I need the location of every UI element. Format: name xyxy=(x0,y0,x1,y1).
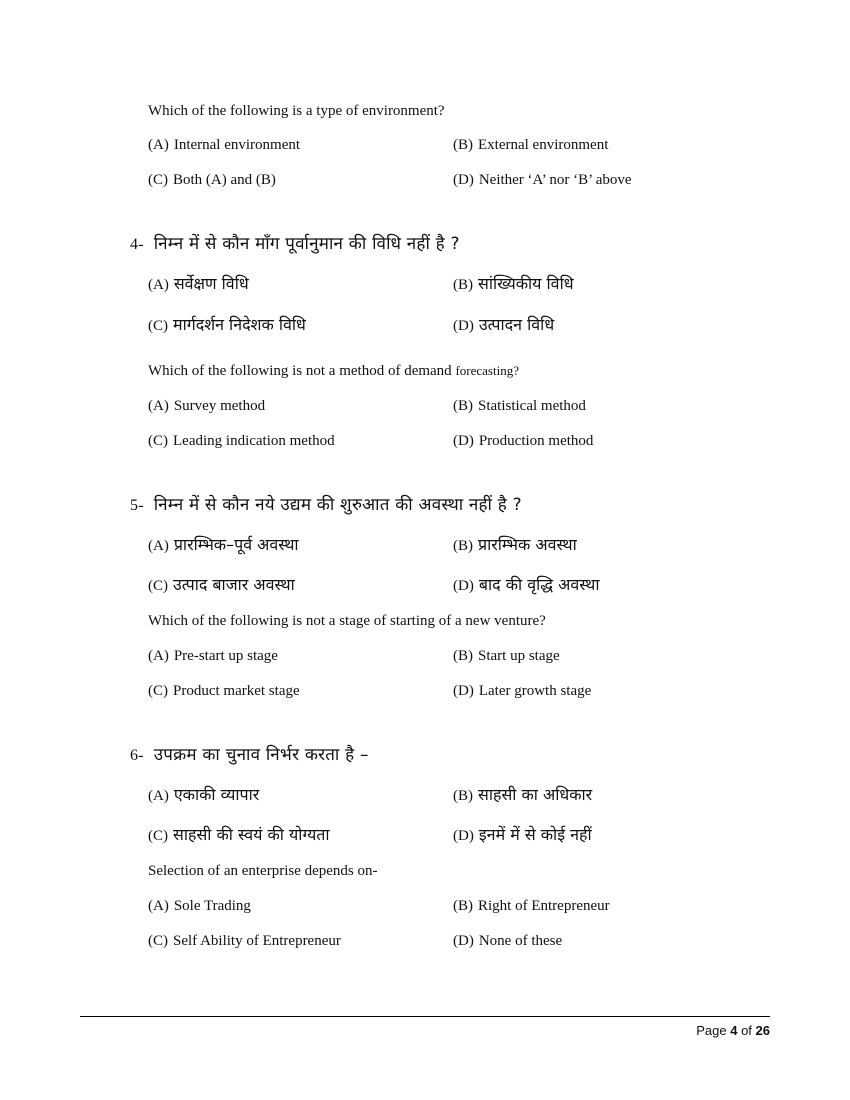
q3-en-option-d xyxy=(453,172,632,189)
option-text: Survey method xyxy=(173,398,266,414)
option-label: (C) xyxy=(148,828,168,844)
q4-en-option-b xyxy=(453,398,586,415)
option-text: Statistical method xyxy=(478,398,586,414)
option-label: (C) xyxy=(148,683,168,699)
option-label: (C) xyxy=(148,433,168,449)
q6-en-option-b xyxy=(453,898,610,915)
option-text: Leading indication method xyxy=(173,433,335,449)
option-text: एकाकी व्यापार xyxy=(173,785,260,804)
q6-hi-option-a xyxy=(148,783,259,805)
option-label: (B) xyxy=(453,277,473,293)
question-text: निम्न में से कौन माँग पूर्वानुमान की विधि नहीं है ? xyxy=(153,234,460,254)
footer-divider xyxy=(80,1016,770,1017)
option-text: Internal environment xyxy=(173,137,301,153)
option-label: (B) xyxy=(453,648,473,664)
question-text: उपक्रम का चुनाव निर्भर करता है – xyxy=(153,745,369,765)
q4-hi-option-a xyxy=(148,272,249,294)
q6-hi-question xyxy=(130,742,369,765)
option-text: Self Ability of Entrepreneur xyxy=(173,933,341,949)
q5-hi-question xyxy=(130,492,522,515)
q6-hi-option-d xyxy=(453,823,592,845)
option-text: Production method xyxy=(478,433,594,449)
q3-en-question: Which of the following is a type of environment? xyxy=(148,103,445,119)
option-text: उत्पादन विधि xyxy=(478,315,555,334)
option-label: (B) xyxy=(453,788,473,804)
q4-en-question xyxy=(148,363,519,380)
question-number: 6- xyxy=(130,747,144,764)
option-text: प्रारम्भिक–पूर्व अवस्था xyxy=(173,535,299,554)
q6-en-option-a xyxy=(148,898,251,915)
option-label: (B) xyxy=(453,898,473,914)
option-label: (D) xyxy=(453,318,474,334)
option-text: Both (A) and (B) xyxy=(173,172,276,188)
option-label: (D) xyxy=(453,578,474,594)
option-label: (A) xyxy=(148,398,169,414)
q5-hi-option-c xyxy=(148,573,295,595)
page-word: Page xyxy=(696,1023,727,1038)
option-label: (D) xyxy=(453,172,474,188)
q6-hi-option-c xyxy=(148,823,330,845)
q4-en-option-c xyxy=(148,433,335,450)
q3-en-option-c xyxy=(148,172,276,189)
option-text: Right of Entrepreneur xyxy=(478,898,610,914)
question-text: निम्न में से कौन नये उद्यम की शुरुआत की अवस्था नहीं है ? xyxy=(153,495,522,515)
total-pages: 26 xyxy=(755,1023,770,1038)
q6-en-option-d xyxy=(453,933,562,950)
option-label: (C) xyxy=(148,318,168,334)
option-label: (A) xyxy=(148,137,169,153)
option-label: (D) xyxy=(453,828,474,844)
option-text: Product market stage xyxy=(173,683,300,699)
option-label: (C) xyxy=(148,172,168,188)
question-number: 5- xyxy=(130,497,144,514)
question-text-main: Which of the following is not a method of demand xyxy=(148,363,452,379)
option-text: मार्गदर्शन निदेशक विधि xyxy=(173,315,306,334)
q4-hi-option-c xyxy=(148,313,306,335)
option-label: (A) xyxy=(148,538,169,554)
q6-en-option-c xyxy=(148,933,341,950)
option-text: इनमें में से कोई नहीं xyxy=(478,825,592,844)
option-text: Pre-start up stage xyxy=(173,648,278,664)
option-text: उत्पाद बाजार अवस्था xyxy=(173,575,295,594)
option-text: Neither ‘A’ nor ‘B’ above xyxy=(478,172,632,188)
option-label: (B) xyxy=(453,137,473,153)
of-word: of xyxy=(741,1023,752,1038)
question-number: 4- xyxy=(130,236,144,253)
q4-en-option-a xyxy=(148,398,265,415)
q6-en-question: Selection of an enterprise depends on- xyxy=(148,863,378,879)
option-label: (B) xyxy=(453,398,473,414)
page-footer xyxy=(696,1023,770,1038)
q3-en-option-b xyxy=(453,137,608,154)
q5-en-option-b xyxy=(453,648,560,665)
q5-en-option-a xyxy=(148,648,278,665)
option-text: सर्वेक्षण विधि xyxy=(173,274,249,293)
option-text: Later growth stage xyxy=(478,683,592,699)
q5-en-option-c xyxy=(148,683,300,700)
q3-en-option-a xyxy=(148,137,300,154)
q5-en-question: Which of the following is not a stage of starting of a new venture? xyxy=(148,613,546,629)
option-text: सांख्यिकीय विधि xyxy=(478,274,574,293)
q5-hi-option-b xyxy=(453,533,577,555)
option-label: (C) xyxy=(148,933,168,949)
q6-hi-option-b xyxy=(453,783,592,805)
question-text-tail: forecasting? xyxy=(455,363,519,378)
option-label: (D) xyxy=(453,433,474,449)
option-text: प्रारम्भिक अवस्था xyxy=(478,535,577,554)
q4-hi-question xyxy=(130,231,460,254)
option-label: (B) xyxy=(453,538,473,554)
option-label: (A) xyxy=(148,788,169,804)
q5-hi-option-d xyxy=(453,573,600,595)
q4-en-option-d xyxy=(453,433,593,450)
option-label: (D) xyxy=(453,933,474,949)
option-text: External environment xyxy=(478,137,609,153)
option-text: Start up stage xyxy=(478,648,560,664)
option-text: Sole Trading xyxy=(173,898,251,914)
option-text: None of these xyxy=(478,933,563,949)
q4-hi-option-b xyxy=(453,272,574,294)
option-label: (C) xyxy=(148,578,168,594)
option-label: (A) xyxy=(148,898,169,914)
option-text: साहसी का अधिकार xyxy=(478,785,593,804)
q4-hi-option-d xyxy=(453,313,554,335)
option-text: बाद की वृद्धि अवस्था xyxy=(478,575,600,594)
option-label: (A) xyxy=(148,648,169,664)
option-label: (D) xyxy=(453,683,474,699)
option-text: साहसी की स्वयं की योग्यता xyxy=(173,825,330,844)
option-label: (A) xyxy=(148,277,169,293)
page-number: 4 xyxy=(730,1023,738,1038)
q5-hi-option-a xyxy=(148,533,299,555)
q5-en-option-d xyxy=(453,683,591,700)
